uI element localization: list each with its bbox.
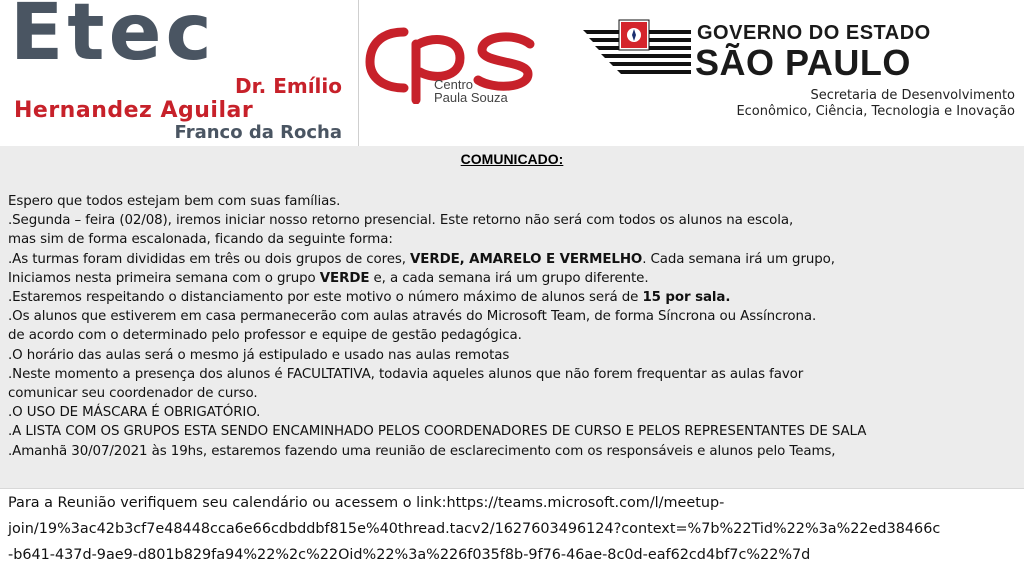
etec-wordmark: Etec xyxy=(10,0,216,78)
notice-line: .Neste momento a presença dos alunos é FACULTATIVA, todavia aqueles alunos que não forem frequentar as aulas favor xyxy=(8,366,804,382)
cps-caption xyxy=(434,78,508,104)
notice-text: .Estaremos respeitando o distanciamento por este motivo o número máximo de alunos será de xyxy=(8,290,643,306)
notice-line: comunicar seu coordenador de curso. xyxy=(8,386,258,402)
notice-line xyxy=(8,250,1018,269)
cps-caption-line1: Centro xyxy=(434,77,474,92)
notice-line: .O horário das aulas será o mesmo já estipulado e usado nas aulas remotas xyxy=(8,347,510,363)
link-intro-line[interactable]: Para a Reunião verifiquem seu calendário ou acessem o link:https://teams.microsoft.com/l/meetup- xyxy=(8,495,725,511)
sao-paulo-government-logo xyxy=(575,0,1024,146)
notice-text: Iniciamos nesta primeira semana com o grupo xyxy=(8,270,320,286)
sp-government-line: GOVERNO DO ESTADO xyxy=(697,22,931,44)
notice-line xyxy=(8,269,1018,288)
notice-title: COMUNICADO: xyxy=(460,151,564,167)
notice-body xyxy=(8,192,1018,461)
meeting-link-box xyxy=(0,488,1024,577)
header xyxy=(0,0,1024,146)
etec-dr-line: Dr. Emílio xyxy=(235,74,342,98)
cps-caption-line2: Paula Souza xyxy=(434,90,508,105)
green-group-emphasis: VERDE xyxy=(319,270,370,286)
notice-text: .As turmas foram divididas em três ou dois grupos de cores, xyxy=(8,251,411,267)
notice-line xyxy=(8,288,1018,307)
notice-line: mas sim de forma escalonada, ficando da seguinte forma: xyxy=(8,232,393,248)
sp-secretariat-line1: Secretaria de Desenvolvimento xyxy=(810,88,1015,103)
meeting-link-line[interactable]: -b641-437d-9ae9-d801b829fa94%22%2c%22Oid%22%3a%226f035f8b-9f76-46ae-8c0d-eaf62cd4bf7c%22%7d xyxy=(8,547,811,563)
notice-line: Espero que todos estejam bem com suas famílias. xyxy=(8,194,341,209)
cps-logo xyxy=(360,0,560,146)
notice-line: .Amanhã 30/07/2021 às 19hs, estaremos fazendo uma reunião de esclarecimento com os responsáveis e alunos pelo Teams, xyxy=(8,443,836,459)
notice-line: .O USO DE MÁSCARA É OBRIGATÓRIO. xyxy=(8,405,261,421)
color-groups-emphasis: VERDE, AMARELO E VERMELHO xyxy=(410,251,643,267)
notice-text: e, a cada semana irá um grupo diferente. xyxy=(369,270,649,286)
etec-name-line: Hernandez Aguilar xyxy=(14,98,254,123)
sp-state-name: SÃO PAULO xyxy=(695,42,911,83)
sao-paulo-flag-icon xyxy=(579,18,697,80)
etec-city-line: Franco da Rocha xyxy=(174,122,342,143)
notice-line: .Segunda – feira (02/08), iremos iniciar nosso retorno presencial. Este retorno não será com todos os alunos na escola, xyxy=(8,213,794,229)
notice-text: . Cada semana irá um grupo, xyxy=(642,251,835,267)
etec-logo xyxy=(0,0,359,146)
notice-line: de acordo com o determinado pelo professor e equipe de gestão pedagógica. xyxy=(8,328,522,344)
notice-line: .A LISTA COM OS GRUPOS ESTA SENDO ENCAMINHADO PELOS COORDENADORES DE CURSO E PELOS REPRESENTANTES DE SALA xyxy=(8,424,867,440)
max-students-emphasis: 15 por sala. xyxy=(642,290,731,306)
meeting-link-line[interactable]: join/19%3ac42b3cf7e48448cca6e66cdbddbf815e%40thread.tacv2/1627603496124?context=%7b%22Tid%22%3a%22ed38466c xyxy=(8,521,941,537)
sp-secretariat-line2: Econômico, Ciência, Tecnologia e Inovação xyxy=(736,104,1015,119)
notice-panel xyxy=(0,146,1024,488)
notice-line: .Os alunos que estiverem em casa permanecerão com aulas através do Microsoft Team, de forma Síncrona ou Assíncrona. xyxy=(8,309,817,325)
